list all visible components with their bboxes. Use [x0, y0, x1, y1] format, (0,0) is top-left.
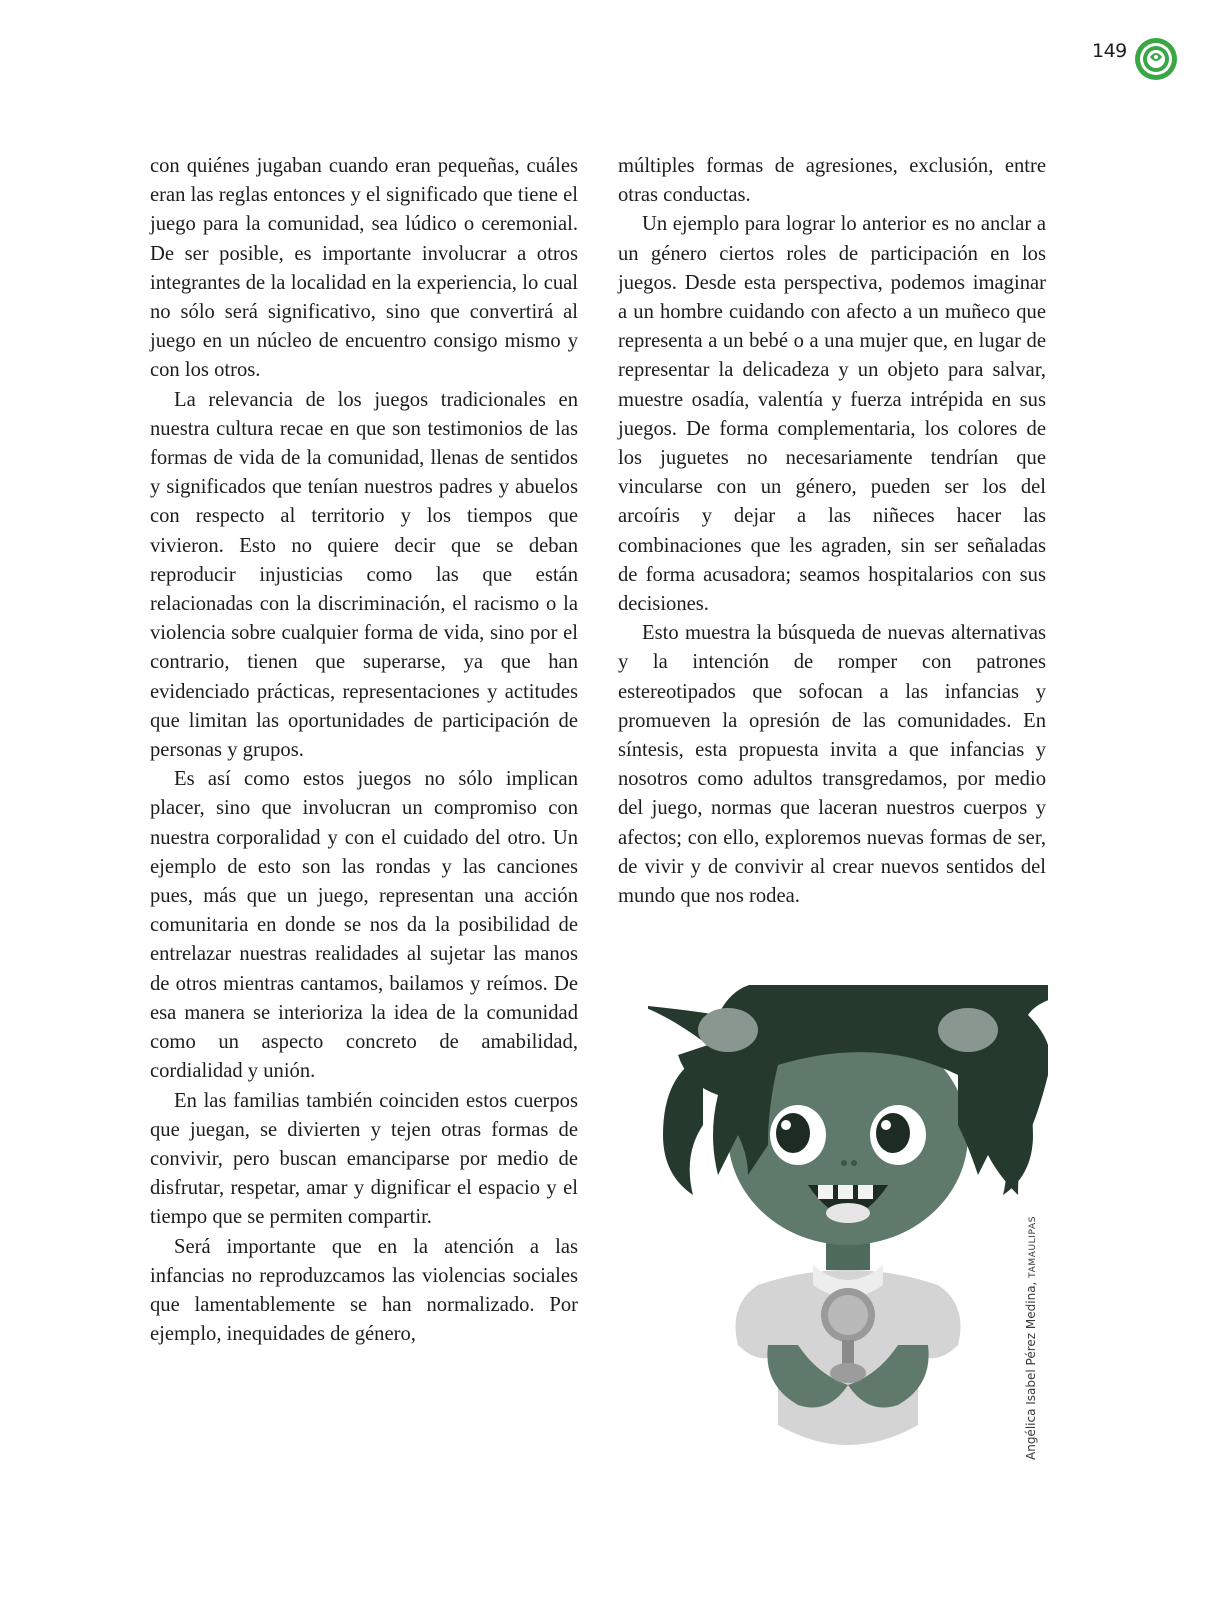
paragraph: con quiénes jugaban cuando eran pequeñas, cuáles eran las reglas entonces y el significado que tiene el juego para la comunidad, sea lúdico o ceremonial. De ser posible, es importante involucrar a otros integrantes de la localidad en la experiencia, lo cual no sólo será significativo, sino que convertirá al juego en un núcleo de encuentro consigo mismo y con los otros. — [150, 155, 578, 382]
page-number: 149 — [1092, 40, 1127, 62]
credit-state: TAMAULIPAS — [1028, 1215, 1038, 1278]
paragraph: En las familias también coinciden estos cuerpos que juegan, se divierten y tejen otras formas de convivir, pero buscan emanciparse por medio de disfrutar, respetar, amar y dignificar el espacio y el tiempo que se permiten compartir. — [150, 1089, 578, 1229]
paragraph: múltiples formas de agresiones, exclusión, entre otras conductas. — [618, 155, 1046, 207]
chapter-logo-icon — [1134, 37, 1178, 81]
illustration-credit — [1024, 1215, 1038, 1460]
paragraph: Será importante que en la atención a las infancias no reproduzcamos las violencias sociales que lamentablemente se han normalizado. Por ejemplo, inequidades de género, — [150, 1235, 578, 1346]
credit-author: Angélica Isabel Pérez Medina, — [1024, 1281, 1038, 1460]
right-column — [618, 152, 1046, 911]
paragraph: La relevancia de los juegos tradicionales en nuestra cultura recae en que son testimonios de las formas de vida de la comunidad, llenas de sentidos y significados que tenían nuestros padres y abuelos con respecto al territorio y los tiempos que vivieron. Esto no quiere decir que se deban reproducir injusticias como las que están relacionadas con la discriminación, el racismo o la violencia sobre cualquier forma de vida, sino por el contrario, tienen que superarse, ya que han evidenciado prácticas, representaciones y actitudes que limitan las oportunidades de participación de personas y grupos. — [150, 388, 578, 762]
paragraph: Esto muestra la búsqueda de nuevas alternativas y la intención de romper con patrones estereotipados que sofocan a las infancias y promueven la opresión de las comunidades. En síntesis, esta propuesta invita a que infancias y nosotros como adultos transgredamos, por medio del juego, normas que laceran nuestros cuerpos y afectos; con ello, exploremos nuevas formas de ser, de vivir y de convivir al crear nuevos sentidos del mundo que nos rodea. — [618, 622, 1046, 908]
paragraph: Es así como estos juegos no sólo implican placer, sino que involucran un compromiso con nuestra corporalidad y con el cuidado del otro. Un ejemplo de esto son las rondas y las canciones pues, más que un juego, representan una acción comunitaria en donde se nos da la posibilidad de entrelazar nuestras realidades al sujetar las manos de otros mientras cantamos, bailamos y reímos. De esa manera se interioriza la idea de la comunidad como un aspecto concreto de amabilidad, cordialidad y unión. — [150, 768, 578, 1083]
paragraph: Un ejemplo para lograr lo anterior es no anclar a un género ciertos roles de participación en los juegos. Desde esta perspectiva, podemos imaginar a un hombre cuidando con afecto a un muñeco que representa a un bebé o a una mujer que, en lugar de representar la delicadeza y un objeto para salvar, muestre osadía, valentía y fuerza intrépida en sus juegos. De forma complementaria, los colores de los juguetes no necesariamente tendrían que vincularse con un género, pueden ser los del arcoíris y dejar a las niñeces hacer las combinaciones que les agraden, sin ser señaladas de forma acusadora; seamos hospitalarios con sus decisiones. — [618, 213, 1046, 616]
left-column — [150, 152, 578, 1349]
girl-illustration — [648, 985, 1048, 1465]
